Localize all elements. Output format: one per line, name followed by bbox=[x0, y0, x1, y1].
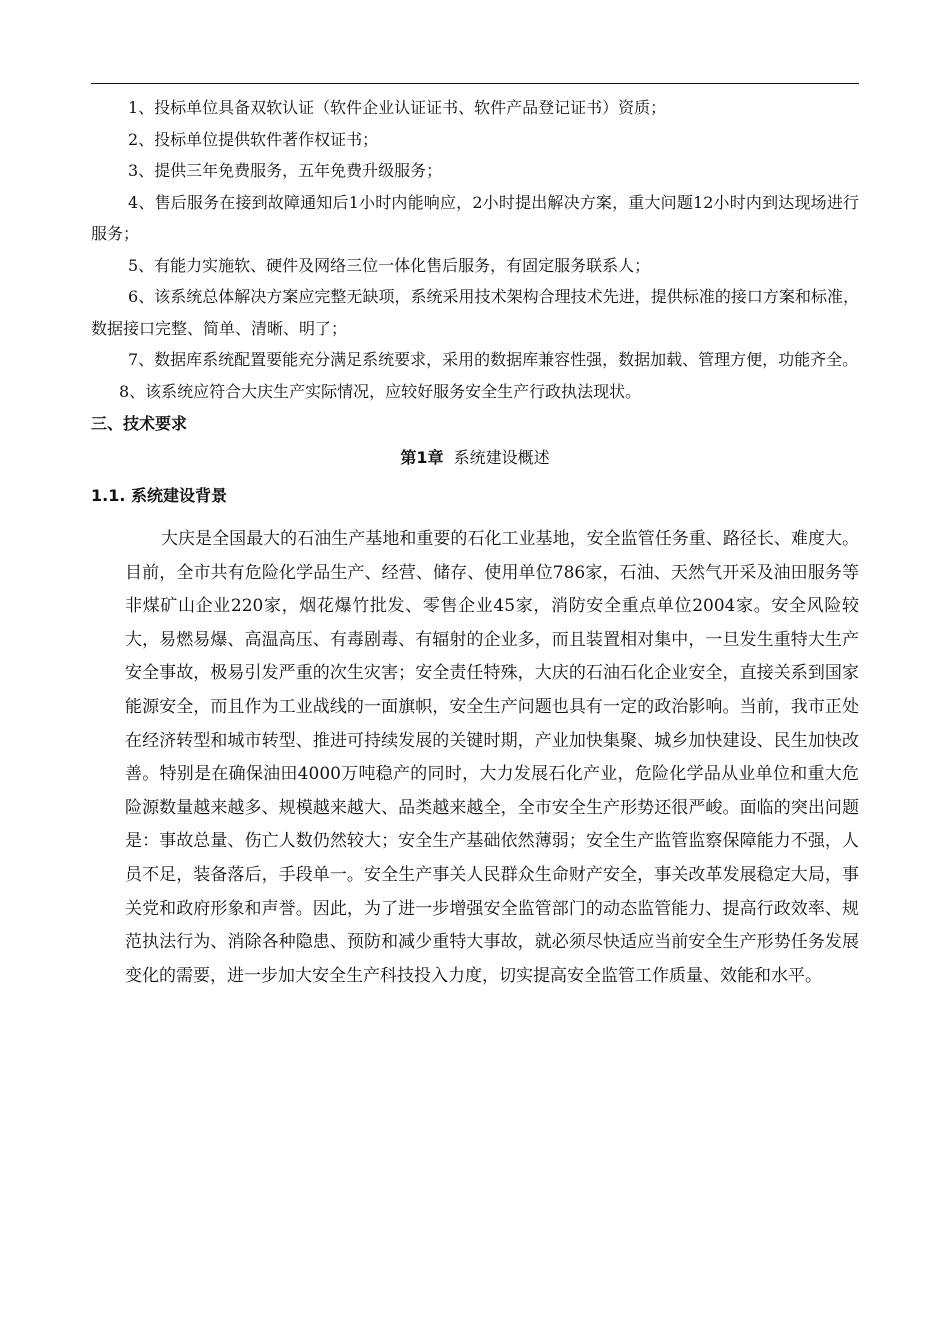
requirement-item-4: 4、售后服务在接到故障通知后1小时内能响应，2小时提出解决方案，重大问题12小时内到达现场进行服务； bbox=[91, 192, 859, 243]
requirement-item-6: 6、该系统总体解决方案应完整无缺项，系统采用技术架构合理技术先进，提供标准的接口方案和标准，数据接口完整、简单、清晰、明了； bbox=[91, 287, 859, 338]
background-paragraph: 大庆是全国最大的石油生产基地和重要的石化工业基地，安全监管任务重、路径长、难度大。目前，全市共有危险化学品生产、经营、储存、使用单位786家，石油、天然气开采及油田服务等非煤矿山企业220家，烟花爆竹批发、零售企业45家，消防安全重点单位2004家。安全风险较大，易燃易爆、高温高压、有毒剧毒、有辐射的企业多，而且装置相对集中，一旦发生重特大生产安全事故，极易引发严重的次生灾害；安全责任特殊，大庆的石油石化企业安全，直接关系到国家能源安全，而且作为工业战线的一面旗帜，安全生产问题也具有一定的政治影响。当前，我市正处在经济转型和城市转型、推进可持续发展的关键时期，产业加快集聚、城乡加快建设、民生加快改善。特别是在确保油田4000万吨稳产的同时，大力发展石化产业，危险化学品从业单位和重大危险源数量越来越多、规模越来越大、品类越来越全，全市安全生产形势还很严峻。面临的突出问题是：事故总量、伤亡人数仍然较大；安全生产基础依然薄弱；安全生产监管监察保障能力不强，人员不足，装备落后，手段单一。安全生产事关人民群众生命财产安全，事关改革发展稳定大局，事关党和政府形象和声誉。因此，为了进一步增强安全监管部门的动态监管能力、提高行政效率、规范执法行为、消除各种隐患、预防和减少重特大事故，就必须尽快适应当前安全生产形势任务发展变化的需要，进一步加大安全生产科技投入力度，切实提高安全监管工作质量、效能和水平。 bbox=[125, 529, 859, 986]
chapter-number: 第1章 bbox=[400, 448, 444, 467]
requirement-item-1: 1、投标单位具备双软认证（软件企业认证证书、软件产品登记证书）资质； bbox=[128, 98, 667, 117]
chapter-title bbox=[91, 443, 859, 473]
requirement-item-7: 7、数据库系统配置要能充分满足系统要求，采用的数据库兼容性强，数据加载、管理方便，功能齐全。 bbox=[128, 350, 859, 369]
header-rule bbox=[91, 83, 859, 84]
requirement-item-8: 8、该系统应符合大庆生产实际情况，应较好服务安全生产行政执法现状。 bbox=[119, 381, 642, 401]
requirements-list bbox=[91, 92, 859, 407]
subsection-heading: 1.1. 系统建设背景 bbox=[91, 486, 227, 505]
section-heading: 三、技术要求 bbox=[91, 414, 188, 433]
requirement-item-2: 2、投标单位提供软件著作权证书； bbox=[128, 129, 379, 149]
chapter-name: 系统建设概述 bbox=[453, 448, 550, 467]
requirement-item-5: 5、有能力实施软、硬件及网络三位一体化售后服务，有固定服务联系人； bbox=[128, 255, 651, 275]
page-content bbox=[91, 92, 859, 993]
requirement-item-3: 3、提供三年免费服务，五年免费升级服务； bbox=[128, 161, 443, 180]
